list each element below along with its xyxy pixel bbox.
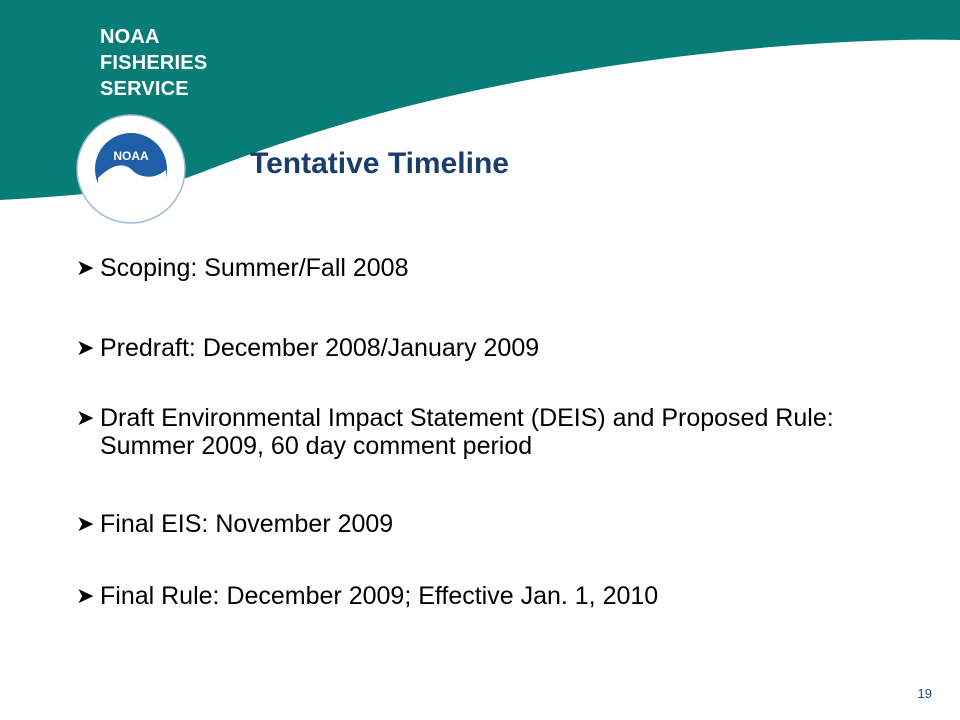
timeline-item-text: Draft Environmental Impact Statement (DEIS) and Proposed Rule: Summer 2009, 60 day comment period <box>100 404 834 460</box>
timeline-item-predraft <box>76 334 856 362</box>
arrow-bullet-icon: ➤ <box>76 583 95 608</box>
slide-title: Tentative Timeline <box>250 147 509 180</box>
timeline-item-final-eis <box>76 510 856 538</box>
timeline-item-text: Predraft: December 2008/January 2009 <box>100 334 540 362</box>
brand-line-2: FISHERIES <box>100 52 208 74</box>
arrow-bullet-icon: ➤ <box>76 405 95 430</box>
arrow-bullet-icon: ➤ <box>76 511 95 536</box>
timeline-list <box>76 246 856 610</box>
noaa-seal-icon <box>76 114 186 224</box>
timeline-item-text: Final EIS: November 2009 <box>100 510 394 538</box>
timeline-item-deis <box>76 404 856 460</box>
arrow-bullet-icon: ➤ <box>76 335 95 360</box>
brand-wordmark <box>100 24 207 102</box>
brand-line-1: NOAA <box>100 26 160 48</box>
timeline-item-final-rule <box>76 582 856 610</box>
brand-line-3: SERVICE <box>100 78 189 100</box>
arrow-bullet-icon: ➤ <box>76 255 95 280</box>
timeline-item-text: Final Rule: December 2009; Effective Jan. 1, 2010 <box>100 582 659 610</box>
timeline-item-text: Scoping: Summer/Fall 2008 <box>100 254 409 282</box>
timeline-item-scoping <box>76 254 856 282</box>
page-number: 19 <box>917 686 932 701</box>
svg-text:NOAA: NOAA <box>113 149 149 163</box>
